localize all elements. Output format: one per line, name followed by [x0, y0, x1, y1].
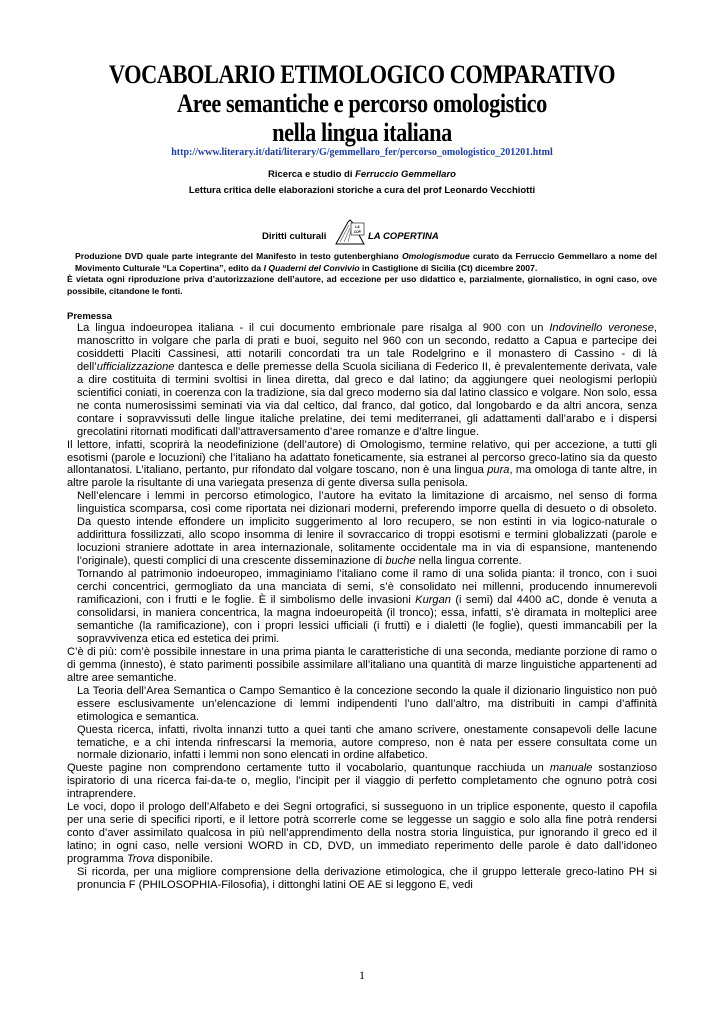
text-run: (i semi) dal 4400 aC, donde è venuta a consolidarsi, in maniera concentrica, la magna indoeuropeità (il tronco); essa, infatti, s’è diramata in molteplici aree semantiche (la ramificazione), con i propri lessici ufficiali (i frutti) e i dialetti (le foglie), questi immancabili per la sopravvivenza etica ed estetica dei primi.	[77, 594, 657, 645]
page-number: 1	[359, 968, 365, 982]
research-prefix: Ricerca e studio di	[268, 169, 356, 180]
paragraph	[67, 568, 657, 646]
production-publication: I Quaderni del Convivio	[263, 262, 360, 273]
text-run: Nell’elencare i lemmi in percorso etimologico, l’autore ha evitato la limitazione di arcaismo, nel senso di forma linguistica scomparsa, così come riportata nei dizionari moderni, preferendo imporre quella di desueto o di obsoleto. Da questo intende effondere un implicito suggerimento al loro recupero, se non estinti in via logico-naturale o addirittura fossilizzati, allo scopo insomma di lenire il sovraccarico di troppi esotismi e termini globalizzati (parole e locuzioni straniere adottate in area internazionale, solitamente occidentale ma in via di espansione, mantenendo l’originale), questi complici di una crescente disseminazione di	[77, 490, 657, 568]
paragraph	[67, 322, 657, 439]
paragraph: Questa ricerca, infatti, rivolta innanzi tutto a quei tanti che amano scrivere, onestamente consapevoli delle lacune tematiche, e a chi intenda rinfrescarsi la memoria, autore compreso, non è nata per essere consultata come un normale dizionario, infatti i lemmi non sono elencati in ordine alfabetico.	[77, 723, 657, 762]
document-title-line-1: VOCABOLARIO ETIMOLOGICO COMPARATIVO	[108, 60, 616, 89]
production-text-2: curato da Ferruccio Gemmellaro a nome del Movimento Culturale “La Copertina”, edito da	[75, 251, 657, 273]
premessa-heading: Premessa	[67, 311, 112, 322]
text-run: sostanzioso ispiratorio di una ricerca fai-da-te o, meglio, l’incipit per il viaggio di perfetto completamento che ognuno potrà cosi intraprendere.	[67, 762, 658, 801]
paragraph: C’è di più: com’è possibile innestare in una prima pianta le caratteristiche di una seconda, mediante porzione di ramo o di gemma (innesto), è stato parimenti possibile assimilare all’italiano una quantità di marze linguistiche appartenenti ad altre aree semantiche.	[67, 645, 657, 684]
paragraph: Si ricorda, per una migliore comprensione della derivazione etimologica, che il gruppo letterale greco-latino PH si pronuncia F (PHILOSOPHIA-Filosofia), i dittonghi latini OE AE si leggono E, vedi	[77, 866, 657, 891]
svg-text:COP.: COP.	[353, 230, 362, 234]
emphasis: Kurgan	[415, 594, 451, 607]
emphasis: pura	[487, 464, 510, 477]
text-run: La lingua indoeuropea italiana - il cui documento embrionale pare risalga al 900 con un	[77, 322, 550, 334]
la-copertina-logo-icon	[334, 218, 366, 246]
text-run: nella lingua corrente.	[415, 555, 522, 568]
paragraph	[67, 801, 657, 866]
emphasis: ufficializzazione	[96, 360, 175, 373]
premessa-body	[67, 322, 657, 892]
publisher-name: LA COPERTINA	[368, 231, 439, 242]
critical-reading-credit: Lettura critica delle elaborazioni storiche a cura del prof Leonardo Vecchiotti	[188, 185, 536, 196]
document-title-line-3: nella lingua italiana	[272, 118, 452, 147]
emphasis: manuale	[549, 762, 593, 775]
paragraph	[67, 439, 657, 491]
production-title: Omologismodue	[401, 251, 470, 261]
production-text-1: Produzione DVD quale parte integrante del Manifesto in testo gutenberghiano	[75, 251, 402, 261]
paragraph	[67, 762, 657, 801]
text-run: , manoscritto in volgare che parla di prati e buoi, seguito nel 960 con un secondo, redatto a Capua e partecipe dei cosiddetti Placiti Cassinesi, atti notarili concordati tra un tale Rodelgrino e il monastero di Cassino - di là dell’	[77, 322, 657, 373]
text-run: , ma omologa di tante altre, in altre parole la risultante di una variegata presenza di gente diversa sulla penisola.	[67, 464, 657, 490]
emphasis: Trova	[126, 853, 155, 866]
cultural-rights-label: Diritti culturali	[262, 231, 327, 242]
production-notice	[67, 251, 657, 297]
text-run: Le voci, dopo il prologo dell’Alfabeto e dei Segni ortografici, si susseguono in un triplice esponente, questo il capofila per una serie di specifici riporti, e il lettore potrà scorrerle come se leggesse un saggio e solo alla fine potrà rendersi conto d’aver assimilato qualcosa in più nell’apprendimento della nostra storia linguistica, pur ignorando il greco ed il latino; in ogni caso, nelle versioni WORD in CD, DVD, un immediato reperimento delle parole è dato dall’idoneo programma	[67, 801, 657, 866]
text-run: Il lettore, infatti, scoprirà la neodefinizione (dell’autore) di Omologismo, termine relativo, qui per accezione, a tutti gli esotismi (parole e locuzioni) che l’italiano ha adattato foneticamente, sia estranei al percorso greco-latino sia da questo allontanatosi. L’italiano, pertanto, pur rifondato dal volgare toscano, non è una lingua	[67, 438, 657, 477]
research-author: Ferruccio Gemmellaro	[355, 169, 456, 180]
reproduction-notice: È vietata ogni riproduzione priva d’autorizzazione dell’autore, ad eccezione per uso didattico e, parzialmente, giornalistico, in ogni caso, ove possibile, citandone le fonti.	[67, 274, 657, 296]
emphasis: Indovinello veronese	[549, 322, 654, 334]
paragraph	[67, 490, 657, 568]
document-title-line-2: Aree semantiche e percorso omologistico	[177, 89, 547, 118]
svg-text:LA: LA	[355, 225, 360, 229]
text-run: Tornando al patrimonio indoeuropeo, immaginiamo l’italiano come il ramo di una solida pianta: il tronco, con i suoi cerchi concentrici, germogliato da una manciata di semi, s’è consolidato nei millenni, producendo innumerevoli ramificazioni, con i frutti e le foglie. È il simbolismo delle invasioni	[77, 568, 657, 607]
emphasis: buche	[385, 555, 416, 568]
research-credit	[0, 169, 724, 180]
source-url-link[interactable]: http://www.literary.it/dati/literary/G/gemmellaro_fer/percorso_omologistico_201201.html	[171, 147, 553, 158]
text-run: dantesca e delle premesse della Scuola siciliana di Federico II, è prevalentemente derivata, vale a dire costituita di termini svoltisi in linea diretta, dal greco e dal latino; da aggiungere quei neologismi perlopiù scientifici coniati, in coerenza con la tradizione, sia dal greco moderno sia dal latino classico e volgare. Non solo, essa ne conta numerosissimi seminati via via dal celtico, dal franco, dal gotico, dal longobardo e da altri ancora, senza contare i sopravvissuti delle lingue italiche prelatine, dei temi mediterranei, gli adattamenti dall’arabo e i dispersi grecolatini ritornati modificati dall’attraversamento d’aree romanze e d’altre lingue.	[77, 360, 657, 438]
text-run: Queste pagine non comprendono certamente tutto il vocabolario, quantunque racchiuda un	[67, 762, 550, 775]
production-text-3: in Castiglione di Sicilia (Ct) dicembre 2007.	[359, 262, 538, 273]
paragraph: La Teoria dell’Area Semantica o Campo Semantico è la concezione secondo la quale il dizionario linguistico non può essere esclusivamente un’elencazione di lemmi indipendenti l’uno dall’altro, ma distribuiti in campi d’affinità etimologica e semantica.	[77, 684, 657, 723]
text-run: disponibile.	[154, 853, 213, 866]
